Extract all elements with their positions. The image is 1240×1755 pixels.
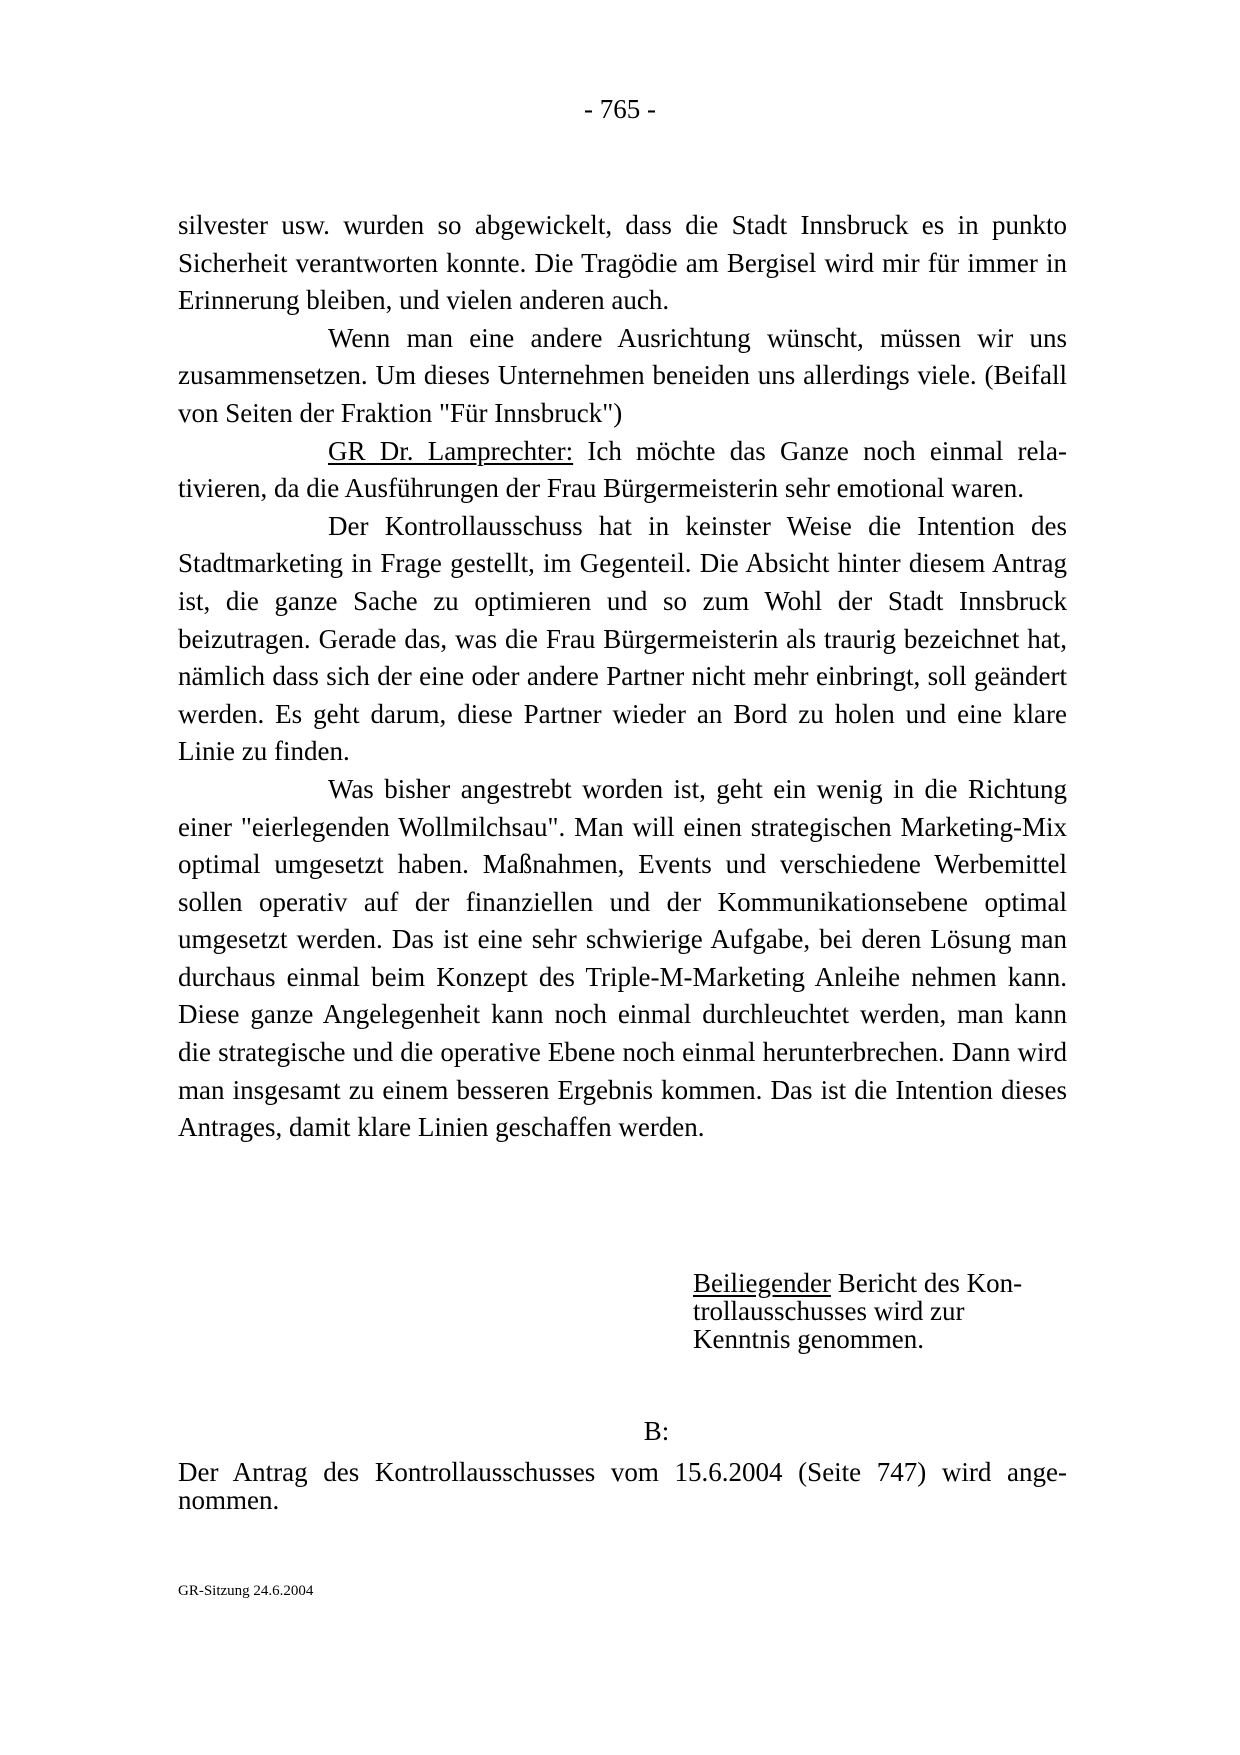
body-text (178, 207, 1067, 1147)
decision-text: Bericht des Kontrollausschusses wird zur Kenntnis genommen. (693, 1268, 1023, 1354)
speaker-name: GR Dr. Lamprechter: (328, 435, 574, 466)
applause-note: (Beifall von Seiten der Fraktion "Für Innsbruck") (178, 360, 1068, 428)
paragraph-3 (178, 433, 1067, 508)
decision-block (693, 1269, 1067, 1353)
paragraph-3-text: Ich möchte das Ganze noch einmal relativieren, da die Ausführungen der Frau Bürgermeisterin sehr emotional waren. (178, 435, 1067, 504)
paragraph-5: Was bisher angestrebt worden ist, geht ein wenig in die Richtung einer "eierlegenden Wollmilchsau". Man will einen strategischen Marketing-Mix optimal umgesetzt haben. Maßnahmen, Events und verschiedene Werbemittel sollen operativ auf der finanziellen und der Kommunikationsebene optimal umgesetzt werden. Das ist eine sehr schwierige Aufgabe, bei deren Lösung man durchaus einmal beim Konzept des Triple-M-Marketing Anleihe nehmen kann. Diese ganze Angelegenheit kann noch einmal durchleuchtet werden, man kann die strategische und die operative Ebene noch einmal herunterbrechen. Dann wird man insgesamt zu einem besseren Ergebnis kommen. Das ist die Intention dieses Antrages, damit klare Linien geschaffen werden. (178, 773, 1067, 1143)
paragraph-2-text: Wenn man eine andere Ausrichtung wünscht, müssen wir uns zusammensetzen. Um dieses Unternehmen beneiden uns allerdings viele. (178, 322, 1067, 391)
paragraph-4: Der Kontrollausschuss hat in keinster Weise die Intention des Stadtmarketing in Frage gestellt, im Gegenteil. Die Absicht hinter diesem Antrag ist, die ganze Sache zu optimieren und so zum Wohl der Stadt Innsbruck beizutragen. Gerade das, was die Frau Bürgermeisterin als traurig bezeichnet hat, nämlich dass sich der eine oder andere Partner nicht mehr einbringt, soll geändert werden. Es geht darum, diese Partner wieder an Bord zu holen und eine klare Linie zu finden. (178, 510, 1067, 767)
decision-underlined: Beiliegender (693, 1268, 831, 1298)
page-number: - 765 - (584, 94, 656, 124)
paragraph-2 (178, 320, 1067, 433)
section-b-label: B: (643, 1416, 670, 1446)
paragraph-1: silvester usw. wurden so abgewickelt, dass die Stadt Innsbruck es in punkto Sicherheit verantworten konnte. Die Tragödie am Bergisel wird mir für immer in Erinnerung bleiben, und vielen anderen auch. (178, 210, 1067, 316)
section-b-text: Der Antrag des Kontrollausschusses vom 15.6.2004 (Seite 747) wird angenommen. (178, 1457, 1067, 1515)
footer-session: GR-Sitzung 24.6.2004 (178, 1583, 314, 1599)
